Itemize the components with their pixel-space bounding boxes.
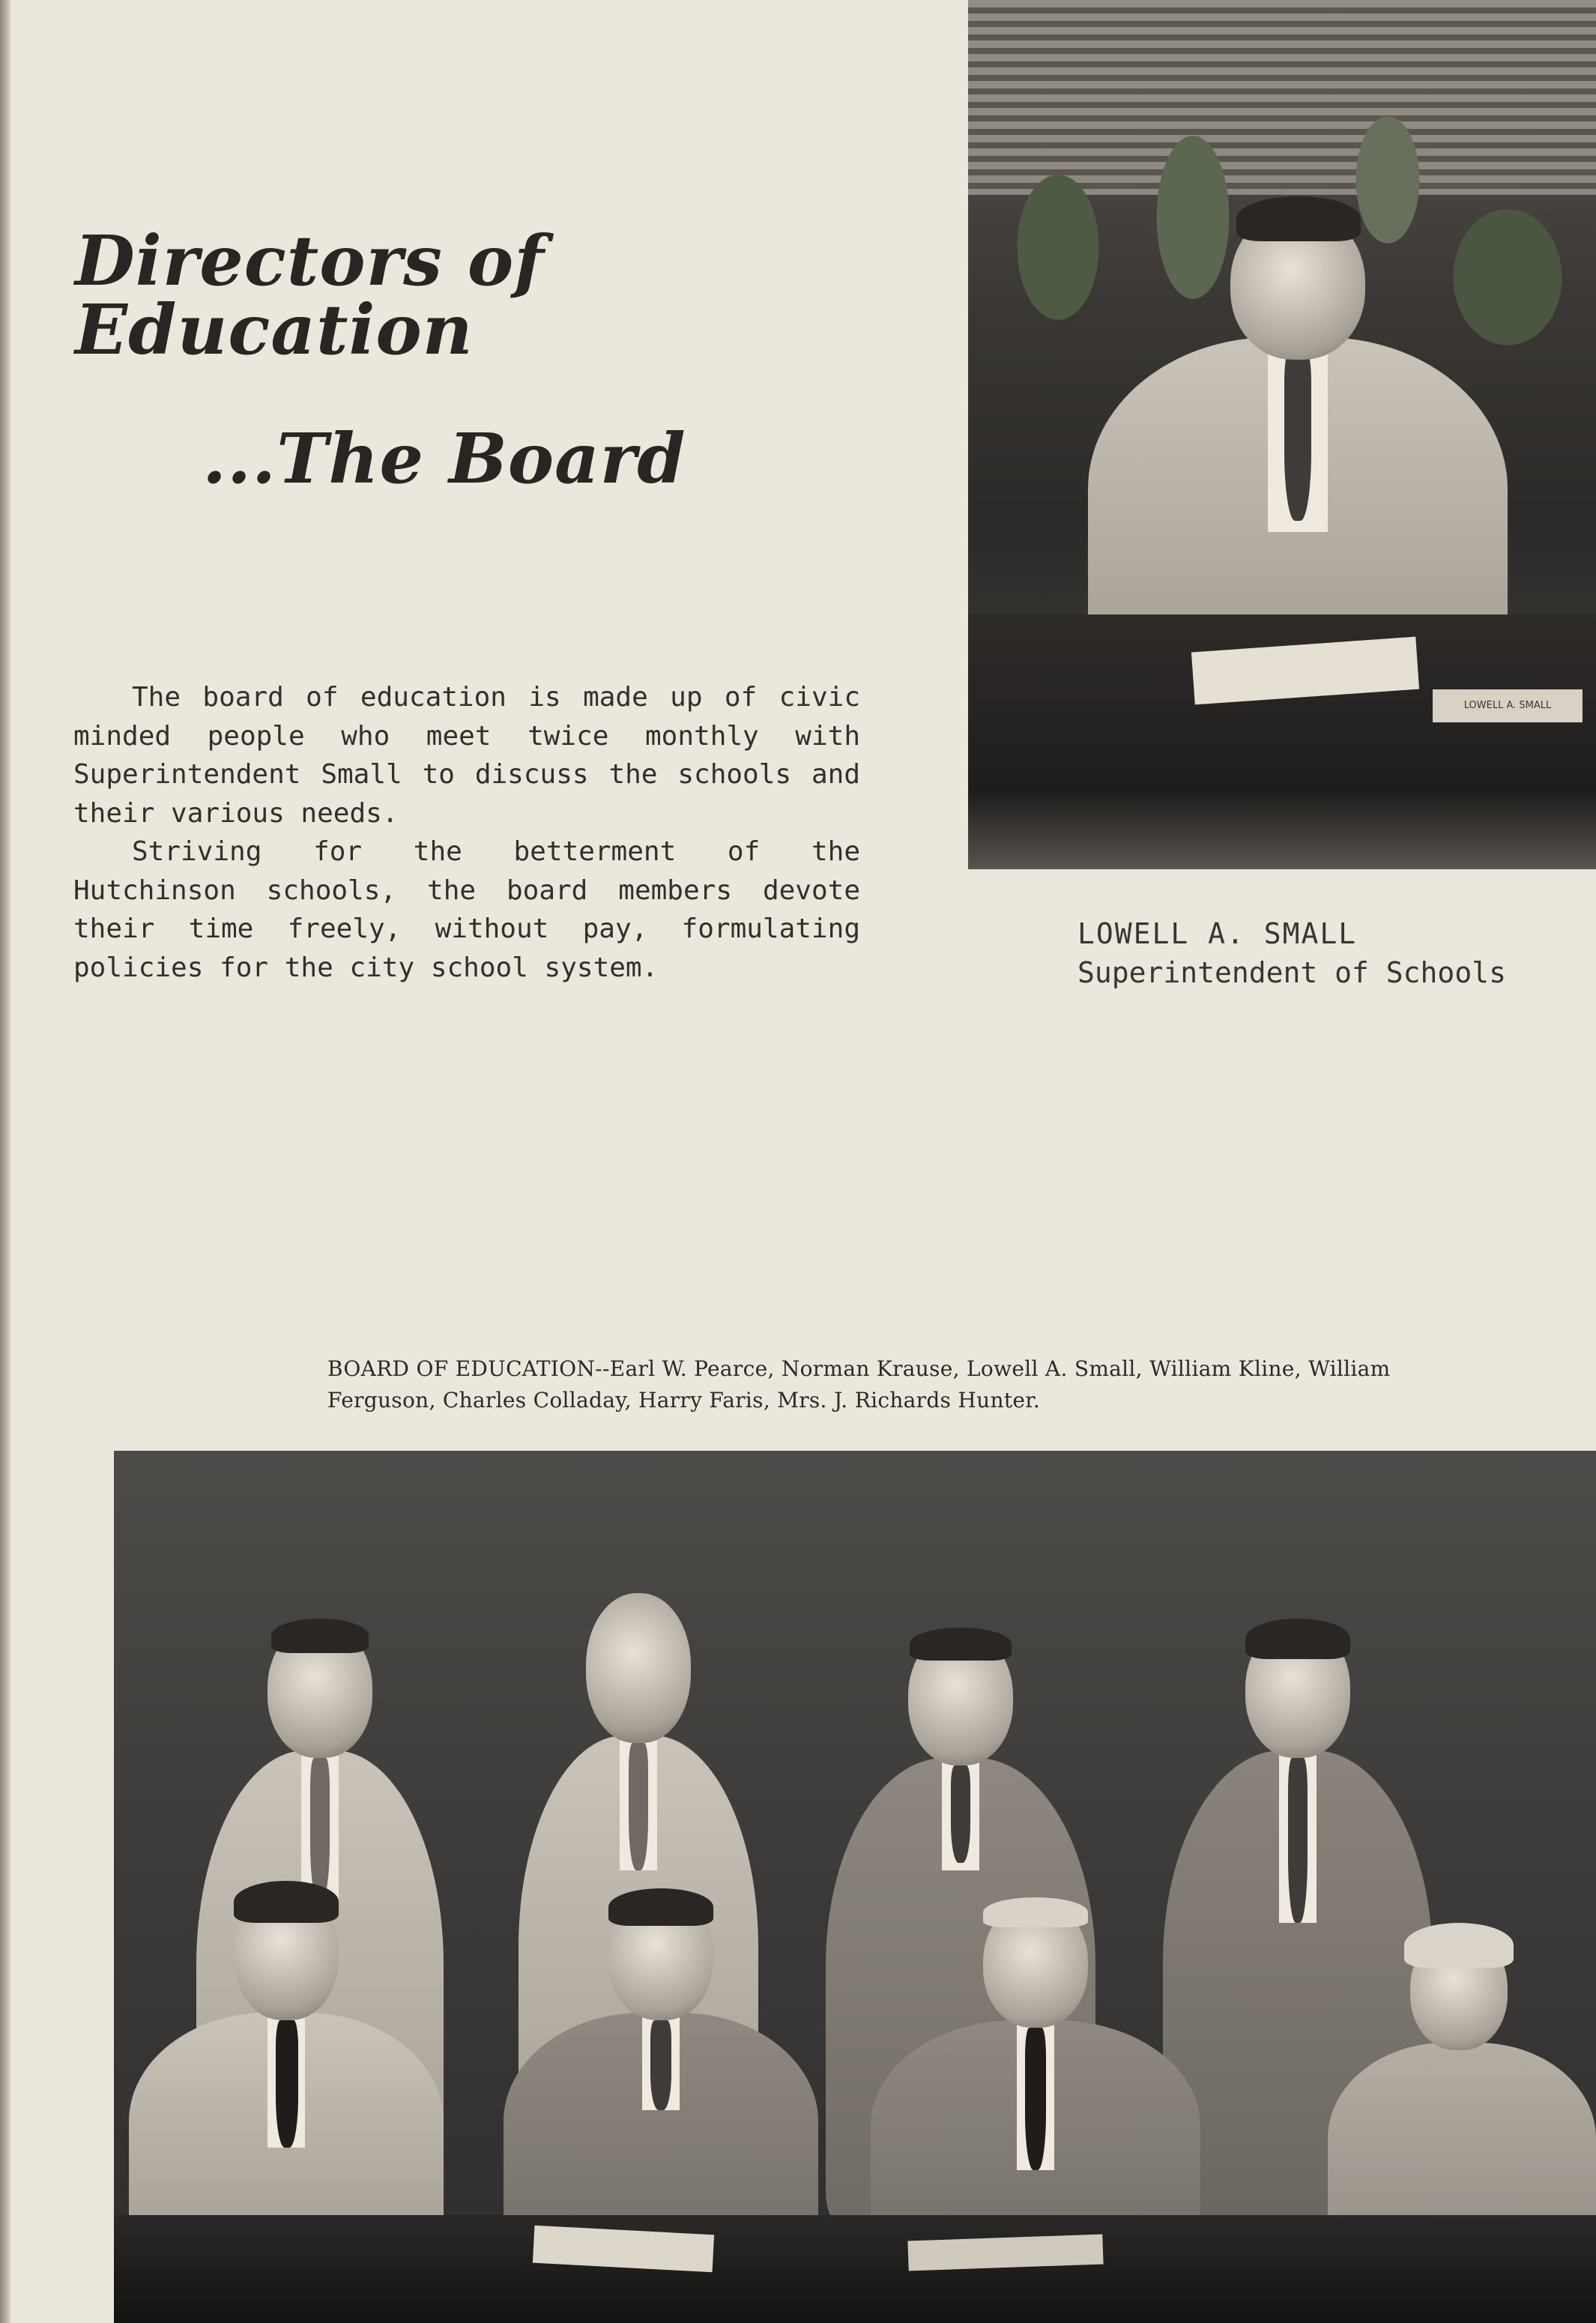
necktie: [1284, 348, 1311, 521]
page-title: [75, 220, 899, 499]
board-group-photo: [114, 1451, 1596, 2323]
desk-papers: [1191, 637, 1419, 705]
superintendent-name: LOWELL A. SMALL: [1077, 917, 1358, 950]
table-papers: [907, 2234, 1103, 2271]
intro-text: [73, 678, 860, 987]
board-member-front-3: [871, 1900, 1200, 2260]
desk: [968, 614, 1596, 869]
superintendent-figure: [1088, 187, 1508, 667]
title-line-2: ...The Board: [202, 417, 686, 499]
hair: [1236, 196, 1361, 241]
superintendent-caption: [1077, 914, 1587, 992]
board-caption: BOARD OF EDUCATION--Earl W. Pearce, Norman Krause, Lowell A. Small, William Kline, William Ferguson, Charles Colladay, Harry Faris, Mrs. J. Richards Hunter.: [327, 1356, 1391, 1413]
table-papers: [533, 2226, 714, 2272]
board-member-front-1: [129, 1885, 444, 2260]
board-member-front-2: [504, 1893, 818, 2260]
page-binding-edge: [0, 0, 10, 2323]
desk-nameplate: LOWELL A. SMALL: [1433, 689, 1583, 722]
superintendent-photo: [968, 0, 1596, 869]
intro-paragraph-1: The board of education is made up of civic minded people who meet twice monthly with Superintendent Small to discuss the schools and their various needs.: [73, 682, 860, 829]
intro-paragraph-2: Striving for the betterment of the Hutchinson schools, the board members devote their time freely, without pay, formulating policies for the city school system.: [73, 836, 860, 983]
board-member-front-4: [1328, 1930, 1596, 2260]
superintendent-role: Superintendent of Schools: [1077, 956, 1506, 989]
conference-table: [114, 2215, 1596, 2323]
title-line-1: Directors of Education: [75, 220, 545, 370]
